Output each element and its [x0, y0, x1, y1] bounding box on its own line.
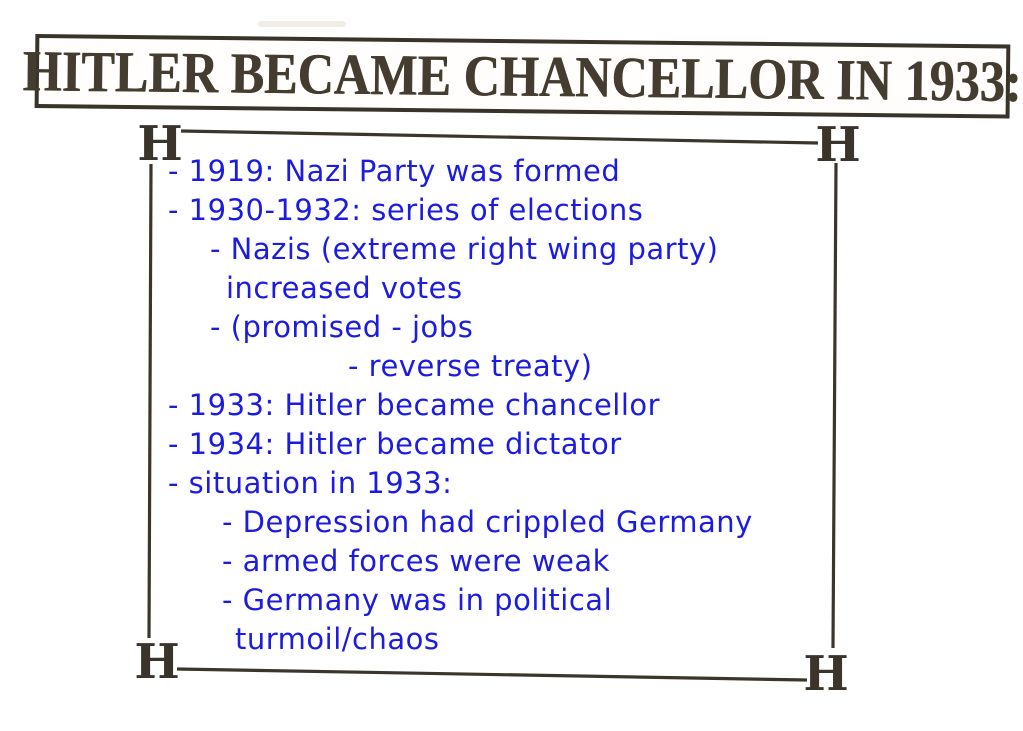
corner-ornament-top-right-h-icon: H: [815, 117, 861, 173]
note-line: - armed forces were weak: [222, 544, 610, 578]
frame-bottom-line: [177, 669, 807, 680]
note-line: - Germany was in political: [222, 583, 613, 617]
note-line: - situation in 1933:: [168, 466, 453, 500]
notes-block: [168, 152, 868, 659]
note-line: - reverse treaty): [348, 349, 593, 383]
note-line: - 1919: Nazi Party was formed: [168, 154, 621, 188]
corner-ornament-top-left-h-icon: H: [137, 116, 183, 172]
note-line: - (promised - jobs: [210, 310, 474, 344]
note-line: - 1930-1932: series of elections: [168, 193, 644, 227]
slide-title: HITLER BECAME CHANCELLOR IN 1933:: [22, 38, 1023, 115]
corner-ornament-bottom-left-h-icon: H: [134, 634, 180, 690]
frame-left-line: [149, 164, 151, 638]
note-line: turmoil/chaos: [235, 622, 440, 656]
corner-ornament-bottom-right-h-icon: H: [803, 646, 849, 702]
note-line: - 1934: Hitler became dictator: [168, 427, 622, 461]
note-line: - Nazis (extreme right wing party): [210, 232, 719, 266]
note-line: - Depression had crippled Germany: [222, 505, 753, 539]
note-line: - 1933: Hitler became chancellor: [168, 388, 661, 422]
frame-top-line: [181, 131, 818, 143]
note-line: increased votes: [226, 271, 463, 305]
